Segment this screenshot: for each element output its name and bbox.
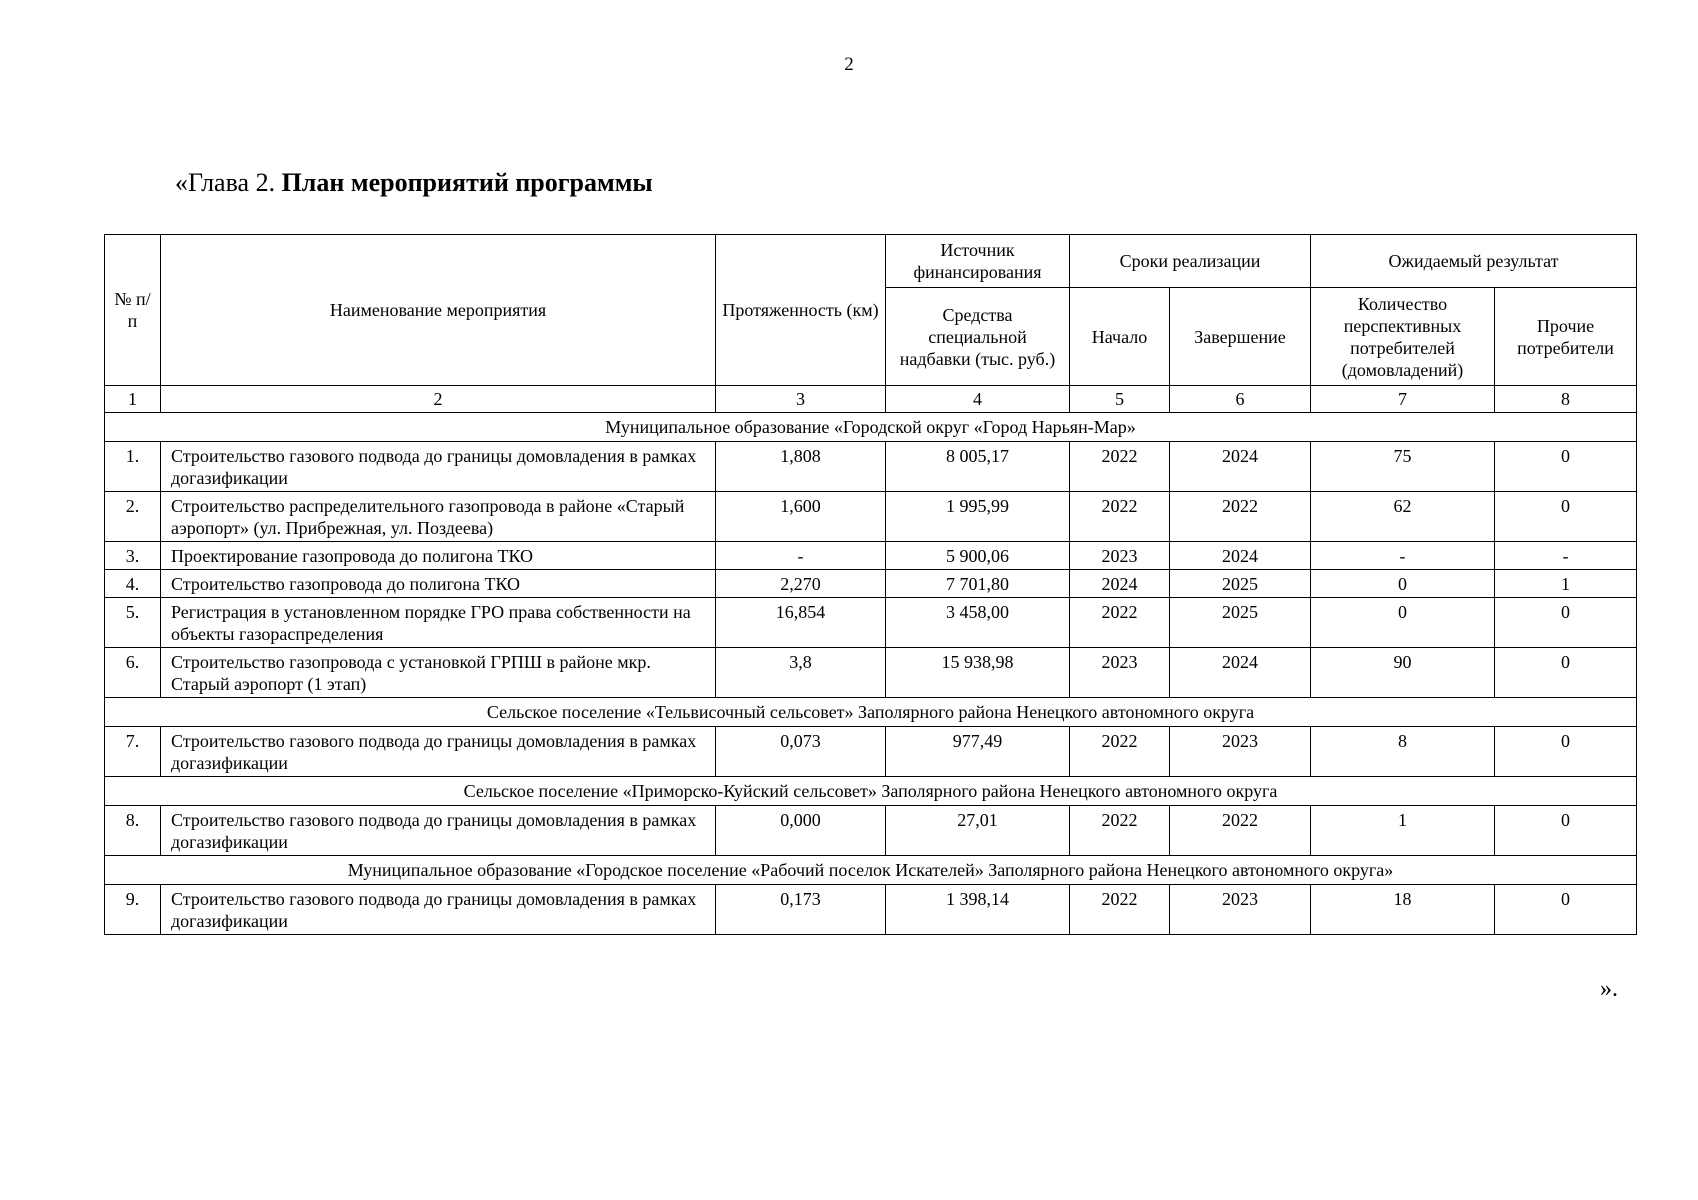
table-row — [105, 727, 1637, 777]
other-consumers: 0 — [1495, 648, 1637, 698]
table-row — [105, 542, 1637, 570]
column-number: 8 — [1495, 386, 1637, 413]
row-number: 1. — [105, 442, 161, 492]
prospective-consumers: 75 — [1311, 442, 1495, 492]
row-number: 2. — [105, 492, 161, 542]
funding-amount: 1 398,14 — [886, 885, 1070, 935]
end-year: 2022 — [1170, 806, 1311, 856]
chapter-title — [175, 168, 653, 198]
funding-amount: 8 005,17 — [886, 442, 1070, 492]
length-km: 0,000 — [716, 806, 886, 856]
column-number: 2 — [161, 386, 716, 413]
end-year: 2024 — [1170, 542, 1311, 570]
end-year: 2022 — [1170, 492, 1311, 542]
length-km: 0,173 — [716, 885, 886, 935]
funding-amount: 1 995,99 — [886, 492, 1070, 542]
other-consumers: 1 — [1495, 570, 1637, 598]
length-km: 2,270 — [716, 570, 886, 598]
header-end: Завершение — [1170, 288, 1311, 386]
activities-plan-table — [104, 234, 1637, 935]
other-consumers: 0 — [1495, 442, 1637, 492]
start-year: 2022 — [1070, 885, 1170, 935]
header-other: Прочие потребители — [1495, 288, 1637, 386]
column-number: 5 — [1070, 386, 1170, 413]
column-number: 3 — [716, 386, 886, 413]
section-header-row — [105, 777, 1637, 806]
funding-amount: 15 938,98 — [886, 648, 1070, 698]
start-year: 2023 — [1070, 648, 1170, 698]
other-consumers: 0 — [1495, 806, 1637, 856]
column-numbers-row — [105, 386, 1637, 413]
activity-name: Строительство газопровода до полигона ТКО — [161, 570, 716, 598]
activity-name: Строительство газопровода с установкой ГРПШ в районе мкр. Старый аэропорт (1 этап) — [161, 648, 716, 698]
header-timing-group: Сроки реализации — [1070, 235, 1311, 288]
chapter-title-prefix: «Глава 2. — [175, 168, 282, 197]
column-number: 6 — [1170, 386, 1311, 413]
other-consumers: 0 — [1495, 885, 1637, 935]
row-number: 9. — [105, 885, 161, 935]
prospective-consumers: 18 — [1311, 885, 1495, 935]
section-header-row — [105, 856, 1637, 885]
row-number: 4. — [105, 570, 161, 598]
start-year: 2022 — [1070, 442, 1170, 492]
length-km: 16,854 — [716, 598, 886, 648]
activity-name: Строительство распределительного газопровода в районе «Старый аэропорт» (ул. Прибрежная, ул. Поздеева) — [161, 492, 716, 542]
table-row — [105, 648, 1637, 698]
activity-name: Строительство газового подвода до границы домовладения в рамках догазификации — [161, 885, 716, 935]
section-header-row — [105, 698, 1637, 727]
activity-name: Проектирование газопровода до полигона ТКО — [161, 542, 716, 570]
funding-amount: 5 900,06 — [886, 542, 1070, 570]
funding-amount: 977,49 — [886, 727, 1070, 777]
table-row — [105, 570, 1637, 598]
start-year: 2023 — [1070, 542, 1170, 570]
prospective-consumers: 90 — [1311, 648, 1495, 698]
prospective-consumers: 62 — [1311, 492, 1495, 542]
row-number: 8. — [105, 806, 161, 856]
row-number: 7. — [105, 727, 161, 777]
length-km: 1,600 — [716, 492, 886, 542]
activity-name: Строительство газового подвода до границы домовладения в рамках догазификации — [161, 442, 716, 492]
funding-amount: 7 701,80 — [886, 570, 1070, 598]
section-title: Сельское поселение «Приморско-Куйский сельсовет» Заполярного района Ненецкого автономного округа — [105, 777, 1637, 806]
chapter-title-bold: План мероприятий программы — [281, 168, 653, 197]
other-consumers: 0 — [1495, 727, 1637, 777]
section-title: Сельское поселение «Тельвисочный сельсовет» Заполярного района Ненецкого автономного округа — [105, 698, 1637, 727]
prospective-consumers: 0 — [1311, 598, 1495, 648]
row-number: 5. — [105, 598, 161, 648]
start-year: 2022 — [1070, 598, 1170, 648]
section-title: Муниципальное образование «Городское поселение «Рабочий поселок Искателей» Заполярного района Ненецкого автономного округа» — [105, 856, 1637, 885]
header-consumers: Количество перспективных потребителей (домовладений) — [1311, 288, 1495, 386]
end-year: 2024 — [1170, 648, 1311, 698]
activity-name: Строительство газового подвода до границы домовладения в рамках догазификации — [161, 727, 716, 777]
prospective-consumers: 8 — [1311, 727, 1495, 777]
row-number: 6. — [105, 648, 161, 698]
length-km: 1,808 — [716, 442, 886, 492]
funding-amount: 3 458,00 — [886, 598, 1070, 648]
header-funding-sub: Средства специальной надбавки (тыс. руб.) — [886, 288, 1070, 386]
row-number: 3. — [105, 542, 161, 570]
end-year: 2025 — [1170, 570, 1311, 598]
other-consumers: 0 — [1495, 598, 1637, 648]
prospective-consumers: 0 — [1311, 570, 1495, 598]
header-name: Наименование мероприятия — [161, 235, 716, 386]
column-number: 1 — [105, 386, 161, 413]
table-body — [105, 413, 1637, 935]
length-km: 3,8 — [716, 648, 886, 698]
column-number: 7 — [1311, 386, 1495, 413]
start-year: 2022 — [1070, 727, 1170, 777]
prospective-consumers: 1 — [1311, 806, 1495, 856]
prospective-consumers: - — [1311, 542, 1495, 570]
header-funding-group: Источник финансирования — [886, 235, 1070, 288]
closing-quote-mark: ». — [1600, 976, 1618, 1002]
start-year: 2024 — [1070, 570, 1170, 598]
end-year: 2025 — [1170, 598, 1311, 648]
length-km: - — [716, 542, 886, 570]
end-year: 2023 — [1170, 885, 1311, 935]
header-start: Начало — [1070, 288, 1170, 386]
table-row — [105, 492, 1637, 542]
start-year: 2022 — [1070, 806, 1170, 856]
section-title: Муниципальное образование «Городской округ «Город Нарьян-Мар» — [105, 413, 1637, 442]
length-km: 0,073 — [716, 727, 886, 777]
other-consumers: - — [1495, 542, 1637, 570]
funding-amount: 27,01 — [886, 806, 1070, 856]
end-year: 2023 — [1170, 727, 1311, 777]
other-consumers: 0 — [1495, 492, 1637, 542]
section-header-row — [105, 413, 1637, 442]
header-result-group: Ожидаемый результат — [1311, 235, 1637, 288]
table-row — [105, 442, 1637, 492]
column-number: 4 — [886, 386, 1070, 413]
start-year: 2022 — [1070, 492, 1170, 542]
table-row — [105, 885, 1637, 935]
header-length: Протяженность (км) — [716, 235, 886, 386]
table-row — [105, 598, 1637, 648]
table-row — [105, 806, 1637, 856]
activity-name: Строительство газового подвода до границы домовладения в рамках догазификации — [161, 806, 716, 856]
header-num: № п/п — [105, 235, 161, 386]
end-year: 2024 — [1170, 442, 1311, 492]
page-number: 2 — [844, 54, 854, 75]
activity-name: Регистрация в установленном порядке ГРО права собственности на объекты газораспределения — [161, 598, 716, 648]
